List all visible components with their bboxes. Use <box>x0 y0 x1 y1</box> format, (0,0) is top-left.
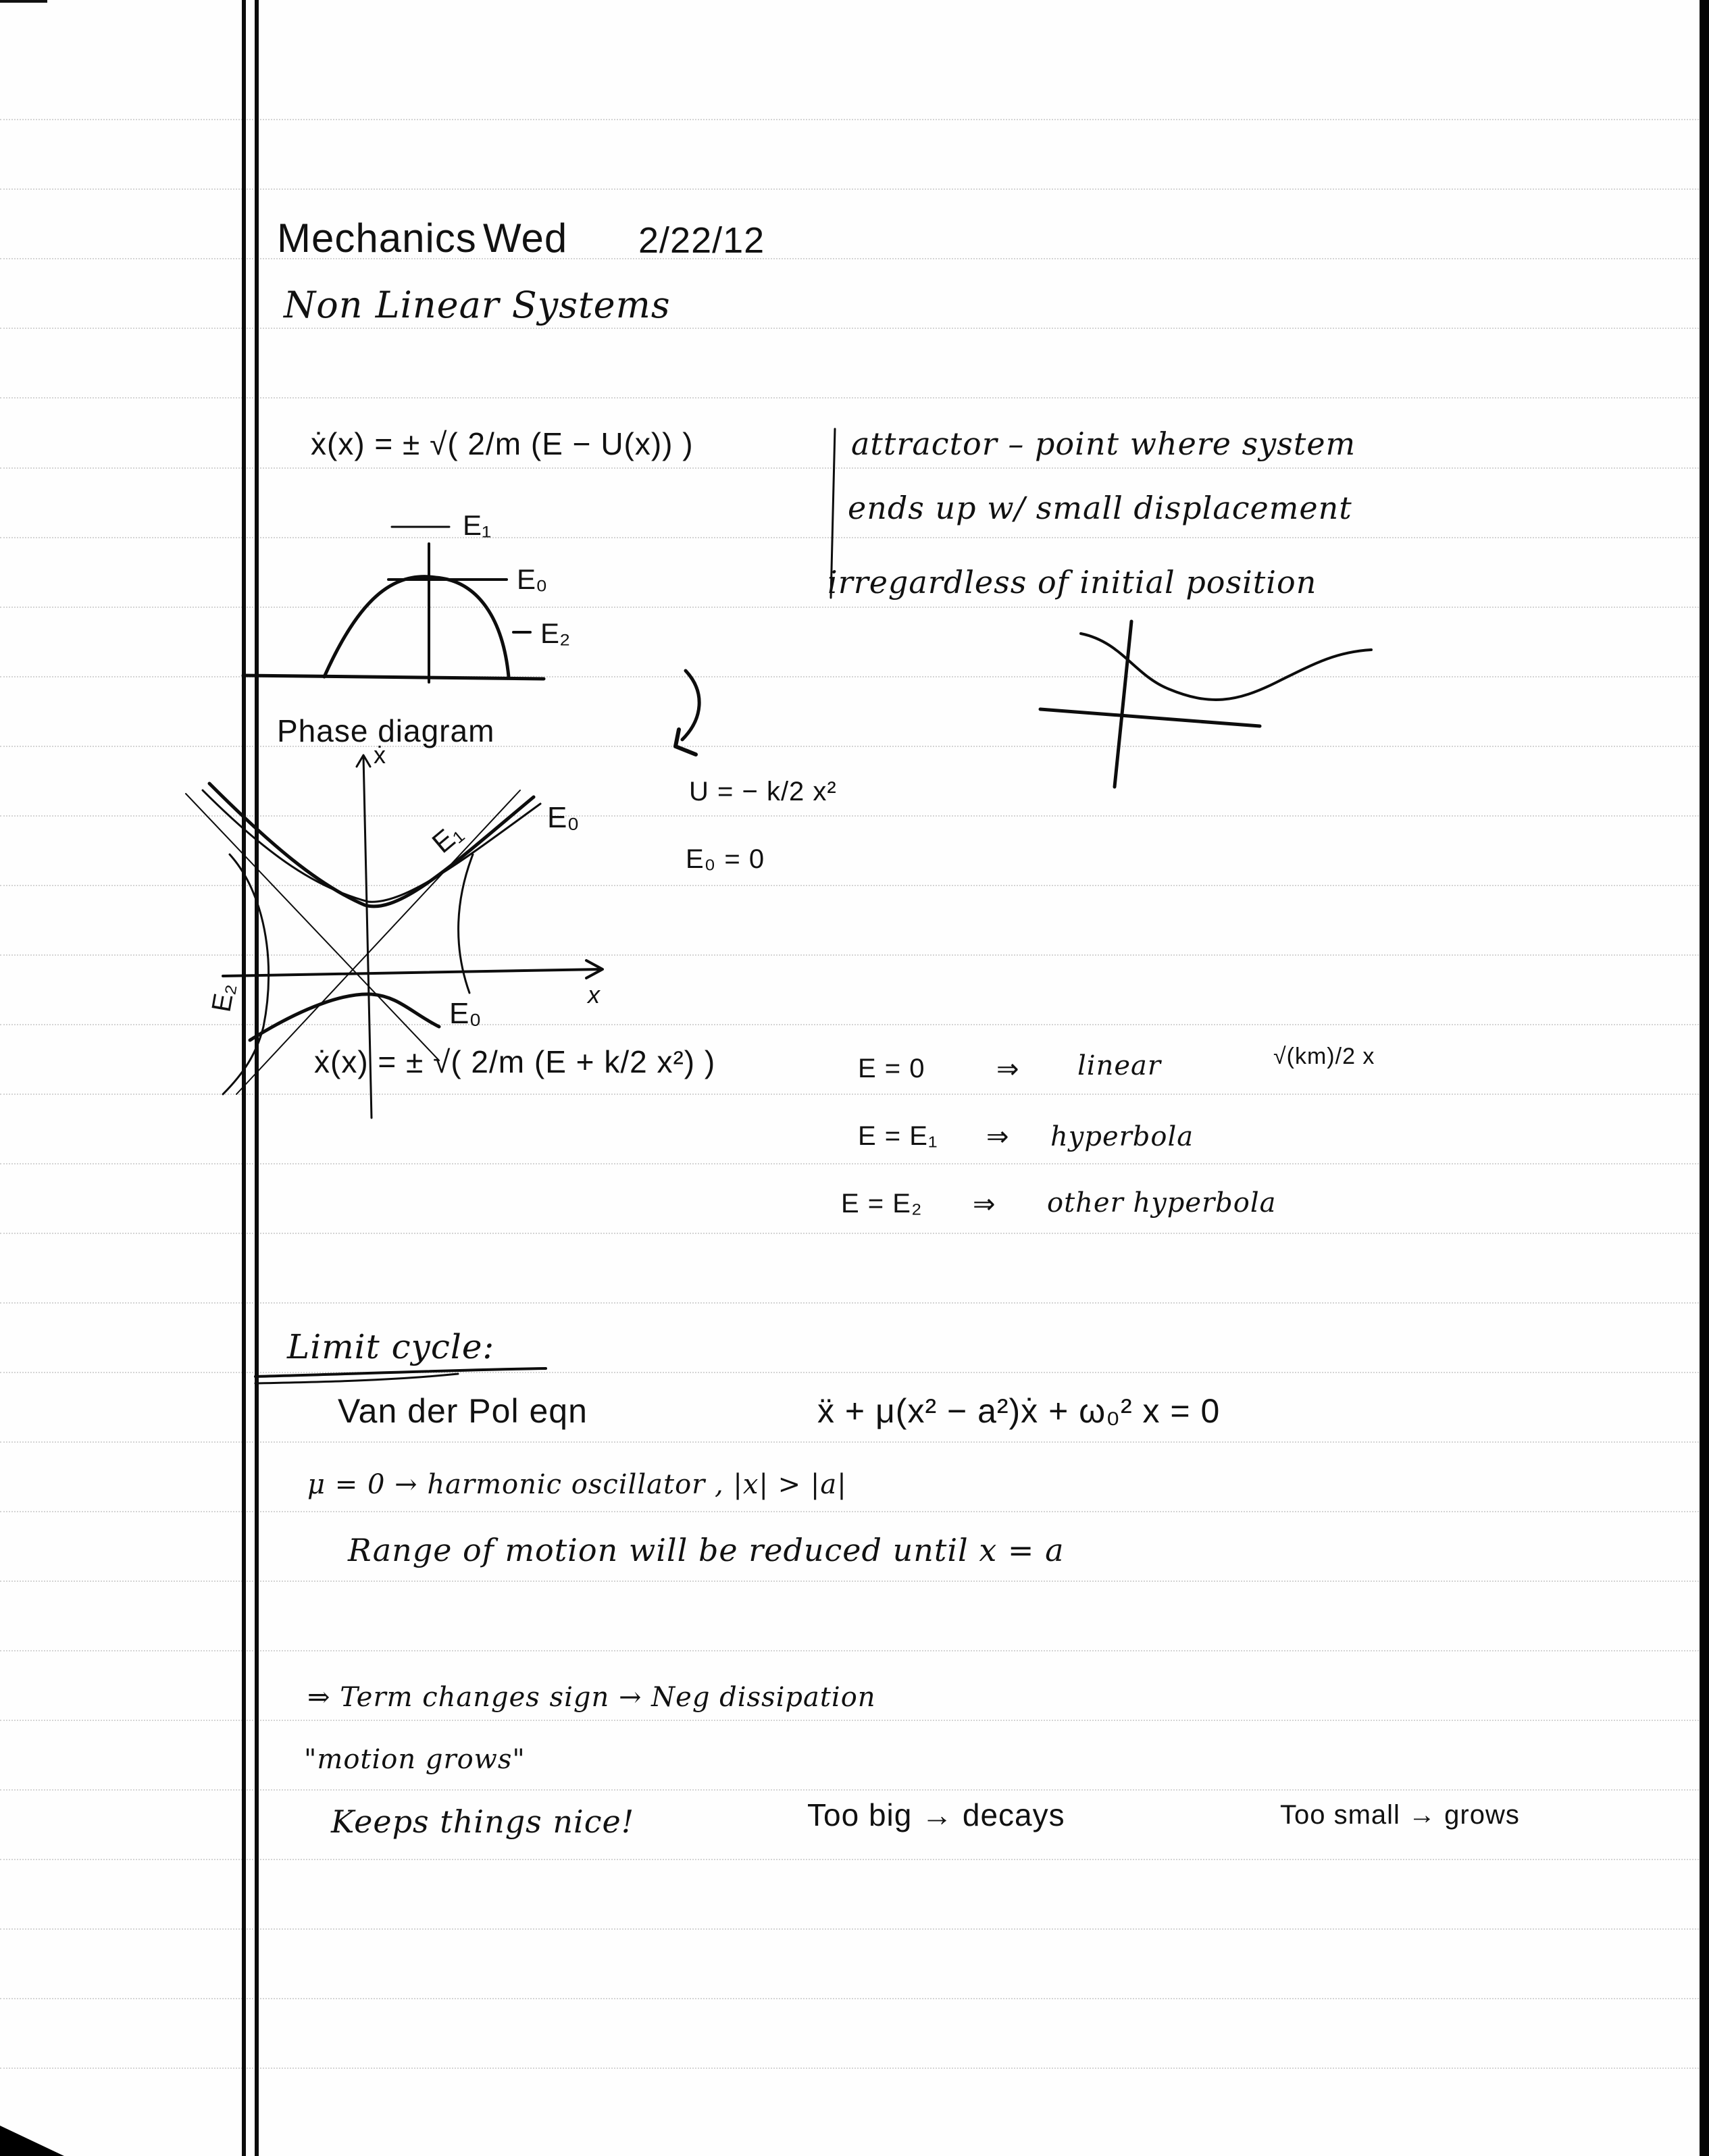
attractor-sketch <box>1034 615 1385 797</box>
scan-edge-right <box>1700 0 1709 2156</box>
heading-underline <box>255 1364 553 1385</box>
mu-zero-note: μ = 0 → harmonic oscillator , |x| > |a| <box>307 1469 847 1500</box>
attractor-line-1: attractor – point where system <box>851 426 1356 462</box>
subject-title: Mechanics <box>277 215 477 261</box>
level-label-e2: E₂ <box>540 617 571 649</box>
attractor-line-3: irregardless of initial position <box>827 564 1317 600</box>
case-extra-1: √(km)/2 x <box>1273 1044 1375 1069</box>
phase-diagram <box>182 743 642 1094</box>
case-condition-2: E = E₁ <box>858 1121 938 1151</box>
topic-title: Non Linear Systems <box>284 284 671 326</box>
too-small-note: Too small → grows <box>1280 1800 1520 1830</box>
case-arrow-2: ⇒ <box>986 1122 1010 1152</box>
curve-label-e0-upper: E₀ <box>547 801 580 834</box>
case-result-1: linear <box>1077 1050 1161 1081</box>
range-note: Range of motion will be reduced until x = a <box>348 1532 1065 1568</box>
potential-equation: U = − k/2 x² <box>689 777 837 806</box>
van-der-pol-equation: ẍ + μ(x² − a²)ẋ + ω₀² x = 0 <box>817 1392 1221 1430</box>
level-label-e1: E₁ <box>463 509 492 541</box>
case-arrow-1: ⇒ <box>996 1054 1020 1084</box>
potential-hill-diagram <box>243 500 730 702</box>
case-result-3: other hyperbola <box>1047 1187 1277 1218</box>
e0-value: E₀ = 0 <box>686 844 765 874</box>
velocity-equation-1: ẋ(x) = ± √( 2/m (E − U(x)) ) <box>311 426 694 461</box>
attractor-line-2: ends up w/ small displacement <box>848 490 1352 526</box>
day-label: Wed <box>483 215 568 261</box>
van-der-pol-label: Van der Pol eqn <box>338 1392 588 1430</box>
keeps-nice-note: Keeps things nice! <box>331 1803 635 1840</box>
curved-arrow-icon <box>669 665 723 767</box>
axis-label-xdot: ẋ <box>374 741 386 769</box>
scan-corner-mark <box>0 0 47 3</box>
growth-quote: "motion grows" <box>304 1744 526 1775</box>
axis-label-x: x <box>588 981 600 1008</box>
term-note: ⇒ Term changes sign → Neg dissipation <box>307 1682 876 1713</box>
scan-corner-triangle <box>0 2126 64 2156</box>
level-label-e0: E₀ <box>517 563 548 595</box>
curve-label-e0-lower: E₀ <box>449 997 482 1030</box>
velocity-equation-2: ẋ(x) = ± √( 2/m (E + k/2 x²) ) <box>314 1044 716 1079</box>
case-condition-1: E = 0 <box>858 1054 925 1083</box>
case-condition-3: E = E₂ <box>841 1189 923 1218</box>
case-result-2: hyperbola <box>1050 1121 1194 1152</box>
too-big-note: Too big → decays <box>807 1797 1065 1832</box>
curve-label-e2: E₂ <box>206 981 241 1015</box>
case-arrow-3: ⇒ <box>973 1189 996 1219</box>
curve-label-e1: E₁ <box>426 816 469 859</box>
date-label: 2/22/12 <box>638 220 765 261</box>
phase-diagram-title: Phase diagram <box>277 713 495 748</box>
limit-cycle-heading: Limit cycle: <box>287 1327 495 1366</box>
